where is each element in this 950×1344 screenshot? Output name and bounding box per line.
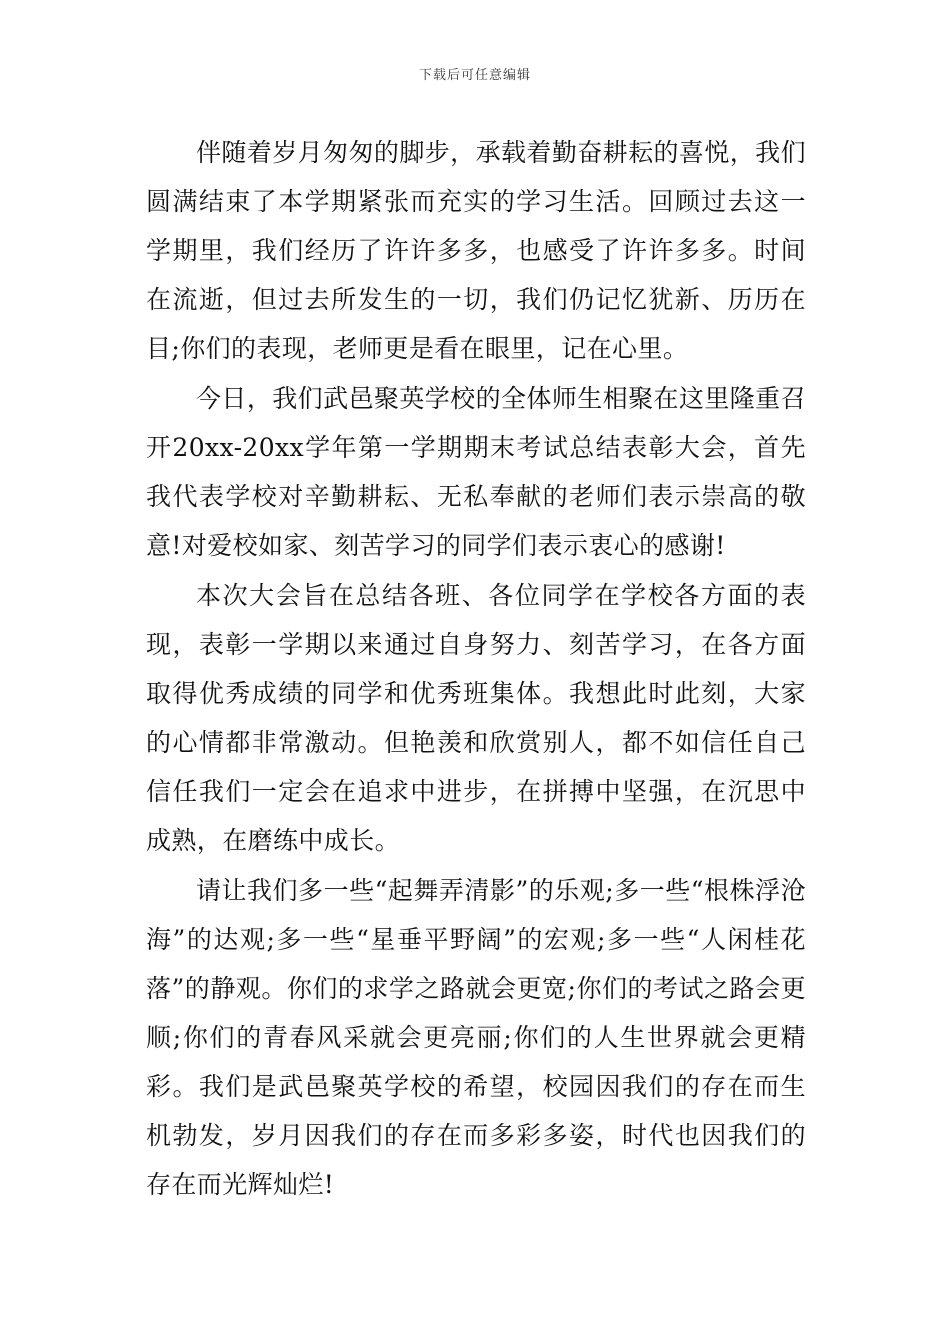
paragraph-4: 请让我们多一些“起舞弄清影”的乐观;多一些“根株浮沧海”的达观;多一些“星垂平野阔”的宏观;多一些“人闲桂花落”的静观。你们的求学之路就会更宽;你们的考试之路会更顺;你们的青春风采就会更亮丽;你们的人生世界就会更精彩。我们是武邑聚英学校的希望，校园因我们的存在而生机勃发，岁月因我们的存在而多彩多姿，时代也因我们的存在而光辉灿烂! bbox=[146, 876, 806, 1199]
paragraph-1: 伴随着岁月匆匆的脚步，承载着勤奋耕耘的喜悦，我们圆满结束了本学期紧张而充实的学习生活。回顾过去这一学期里，我们经历了许许多多，也感受了许许多多。时间在流逝，但过去所发生的一切，我们仍记忆犹新、历历在目;你们的表现，老师更是看在眼里，记在心里。 bbox=[146, 138, 806, 363]
paragraph-3: 本次大会旨在总结各班、各位同学在学校各方面的表现，表彰一学期以来通过自身努力、刻苦学习，在各方面取得优秀成绩的同学和优秀班集体。我想此时此刻，大家的心情都非常激动。但艳羡和欣赏别人，都不如信任自己信任我们一定会在追求中进步，在拼搏中坚强，在沉思中成熟，在磨练中成长。 bbox=[146, 581, 806, 855]
paragraph-2: 今日，我们武邑聚英学校的全体师生相聚在这里隆重召开20xx-20xx学年第一学期期末考试总结表彰大会，首先我代表学校对辛勤耕耘、无私奉献的老师们表示崇高的敬意!对爱校如家、刻苦学习的同学们表示衷心的感谢! bbox=[146, 384, 806, 560]
page-header: 下载后可任意编辑 bbox=[418, 68, 531, 83]
document-body bbox=[146, 128, 806, 1209]
